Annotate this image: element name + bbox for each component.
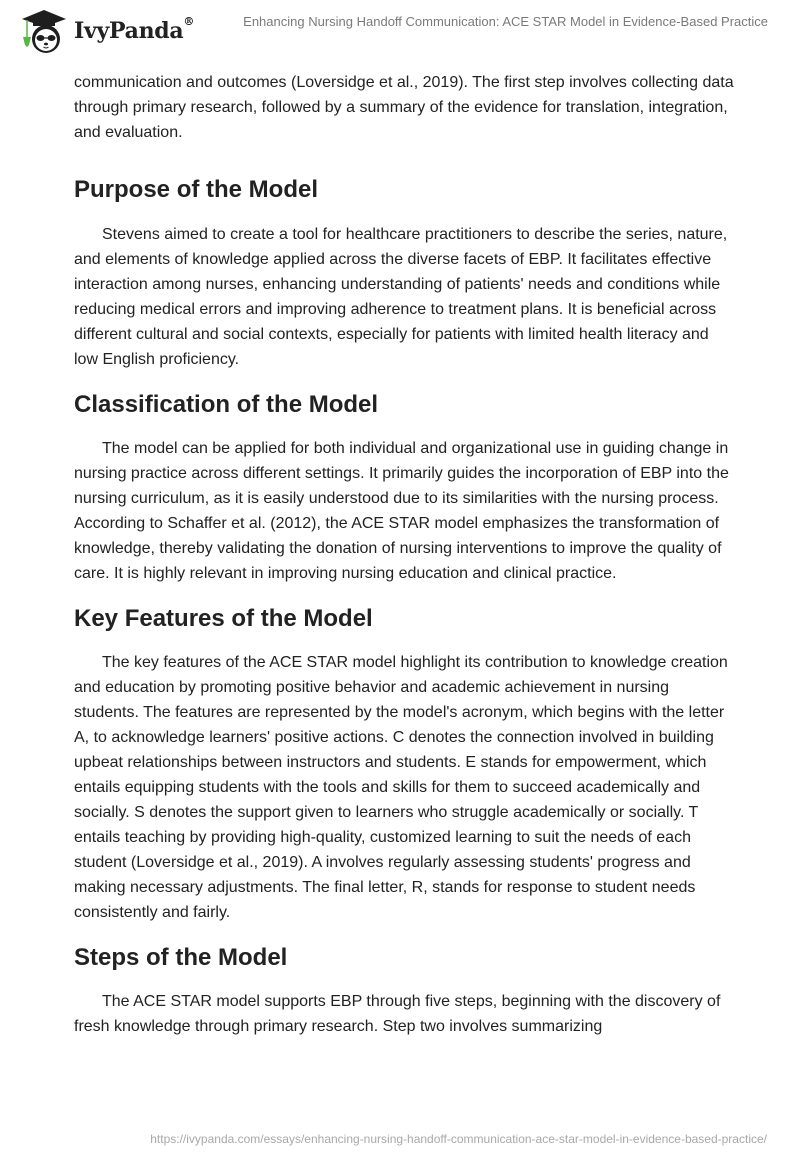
intro-paragraph: communication and outcomes (Loversidge et al., 2019). The first step involves collecting data through primary research, followed by a summary of the evidence for translation, integration, and evaluation. [74, 74, 734, 141]
section-heading-key-features: Key Features of the Model [74, 605, 373, 632]
logo-wordmark: IvyPanda® [74, 15, 195, 44]
section-paragraph-purpose: Stevens aimed to create a tool for healthcare practitioners to describe the series, nature, and elements of knowledge applied across the diverse facets of EBP. It facilitates effective interaction among nurses, enhancing understanding of patients' needs and conditions while reducing medical errors and improving adherence to treatment plans. It is beneficial across different cultural and social contexts, especially for patients with limited health literacy and low English proficiency. [74, 226, 728, 368]
source-url-link[interactable]: https://ivypanda.com/essays/enhancing-nursing-handoff-communication-ace-star-model-in-evidence-based-practice/ [150, 1132, 767, 1146]
ivypanda-logo[interactable] [18, 7, 194, 55]
section-paragraph-classification: The model can be applied for both individual and organizational use in guiding change in nursing practice across different settings. It primarily guides the incorporation of EBP into the nursing curriculum, as it is easily understood due to its similarities with the nursing process. According to Schaffer et al. (2012), the ACE STAR model emphasizes the transformation of knowledge, thereby validating the donation of nursing interventions to improve the quality of care. It is highly relevant in improving nursing education and clinical practice. [74, 440, 729, 582]
section-paragraph-steps: The ACE STAR model supports EBP through five steps, beginning with the discovery of fresh knowledge through primary research. Step two involves summarizing [74, 993, 721, 1035]
section-heading-steps: Steps of the Model [74, 944, 288, 971]
page-header [0, 0, 800, 60]
essay-content [74, 70, 734, 1039]
panda-graduate-icon [18, 7, 70, 55]
section-paragraph-key-features: The key features of the ACE STAR model highlight its contribution to knowledge creation and education by promoting positive behavior and academic achievement in nursing students. The features are represented by the model's acronym, which begins with the letter A, to acknowledge learners' positive actions. C denotes the connection involved in building upbeat relationships between instructors and students. E stands for empowerment, which entails equipping students with the tools and skills for them to succeed academically and socially. S denotes the support given to learners who struggle academically or socially. T entails teaching by providing high-quality, customized learning to suit the needs of each student (Loversidge et al., 2019). A involves regularly assessing students' progress and making necessary adjustments. The final letter, R, stands for response to student needs consistently and fairly. [74, 654, 728, 921]
section-heading-classification: Classification of the Model [74, 391, 379, 418]
document-title: Enhancing Nursing Handoff Communication: ACE STAR Model in Evidence-Based Practice [243, 14, 768, 29]
section-heading-purpose: Purpose of the Model [74, 176, 319, 203]
